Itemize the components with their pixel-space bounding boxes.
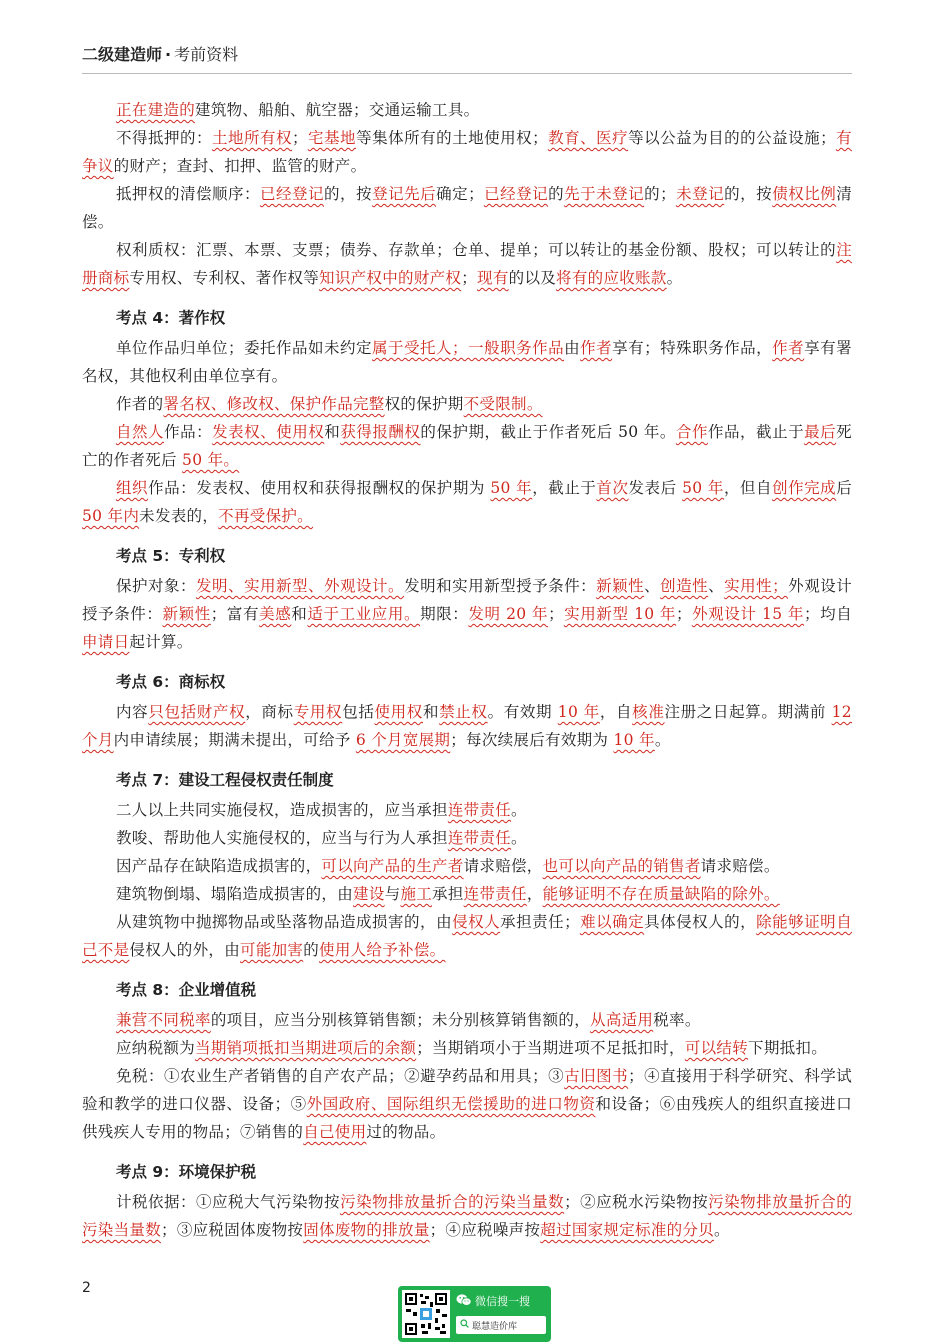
key-term-highlight: 发表权、使用权 bbox=[212, 423, 325, 441]
key-term-highlight: 自然人 bbox=[116, 423, 165, 441]
body-text: 起计算。 bbox=[129, 633, 193, 651]
key-term-highlight: 10 年 bbox=[557, 703, 600, 721]
body-text: 、 bbox=[644, 577, 661, 595]
body-text: 。 bbox=[714, 1221, 730, 1239]
body-text: ， bbox=[526, 885, 543, 903]
body-text: 教唆、帮助他人实施侵权的，应当与行为人承担 bbox=[116, 829, 448, 847]
key-term-highlight: 可以结转 bbox=[684, 1039, 749, 1057]
body-text: ，截止于 bbox=[532, 479, 597, 497]
body-text: 内申请续展；期满未提出，可给予 bbox=[113, 731, 356, 749]
body-text: 专用权、专利权、著作权等 bbox=[129, 269, 320, 287]
paragraph bbox=[82, 908, 852, 964]
key-term-highlight: 可能加害 bbox=[240, 941, 304, 959]
body-text: 确定； bbox=[436, 185, 484, 203]
key-term-highlight: 连带责任 bbox=[447, 829, 512, 847]
key-term-highlight: 污染物排放量折合的污染当量数 bbox=[82, 1193, 853, 1239]
key-term-highlight: 新颖性 bbox=[596, 577, 645, 595]
body-text: 免税：①农业生产者销售的自产农产品；②避孕药品和用具；③ bbox=[116, 1067, 565, 1085]
key-term-highlight: 知识产权中的财产权 bbox=[319, 269, 462, 287]
body-text: ，自 bbox=[599, 703, 633, 721]
body-text: 死亡的作者死后 bbox=[82, 423, 852, 469]
body-text: 作品： bbox=[164, 423, 213, 441]
body-text: 作者的 bbox=[116, 395, 164, 413]
section-heading: 考点 4：著作权 bbox=[116, 309, 226, 327]
paragraph bbox=[82, 180, 852, 236]
body-text: 的，按 bbox=[324, 185, 373, 203]
body-text: 因产品存在缺陷造成损害的， bbox=[116, 857, 322, 875]
paragraph bbox=[82, 1062, 852, 1146]
body-text: 作品：发表权、使用权和获得报酬权的保护期为 bbox=[148, 479, 491, 497]
body-text: 。 bbox=[666, 269, 683, 287]
body-text: 建筑物倒塌、塌陷造成损害的，由 bbox=[116, 885, 354, 903]
key-term-highlight: 50 年 bbox=[682, 479, 724, 497]
section-heading: 考点 8：企业增值税 bbox=[116, 981, 257, 999]
key-term-highlight: 污染物排放量折合的污染当量数 bbox=[340, 1193, 565, 1211]
wechat-search-label: 微信搜一搜 bbox=[475, 1295, 530, 1308]
body-text: 期限： bbox=[420, 605, 469, 623]
body-text: ；③应税固体废物按 bbox=[161, 1221, 304, 1239]
key-term-highlight: 新颖性 bbox=[162, 605, 211, 623]
key-term-highlight: 10 年 bbox=[613, 731, 655, 749]
key-term-highlight: 不再受保护。 bbox=[218, 507, 313, 525]
page-number: 2 bbox=[82, 1280, 91, 1296]
body-text: 发表后 bbox=[628, 479, 683, 497]
body-text: 抵押权的清偿顺序： bbox=[116, 185, 261, 203]
paragraph bbox=[82, 796, 852, 824]
key-term-highlight: 获得报酬权 bbox=[340, 423, 421, 441]
body-text: 发明和实用新型授予条件： bbox=[404, 577, 597, 595]
key-term-highlight: 自己使用 bbox=[303, 1123, 367, 1141]
body-text: ，商标 bbox=[245, 703, 294, 721]
paragraph bbox=[82, 390, 852, 418]
key-term-highlight: 侵权人 bbox=[452, 913, 501, 931]
paragraph bbox=[82, 824, 852, 852]
body-text: 等以公益为目的的公益设施； bbox=[628, 129, 836, 147]
body-text: 作品，截止于 bbox=[707, 423, 805, 441]
body-text: ； bbox=[461, 269, 478, 287]
body-text: ； bbox=[548, 605, 564, 623]
body-text: 权利质权：汇票、本票、支票；债券、存款单；仓单、提单；可以转让的基金份额、股权；可以转让的 bbox=[116, 241, 837, 259]
key-term-highlight: 外观设计 15 年 bbox=[691, 605, 804, 623]
section-heading: 考点 9：环境保护税 bbox=[116, 1163, 257, 1181]
header-subtitle: 考前资料 bbox=[174, 45, 239, 64]
key-term-highlight: 可以向产品的生产者 bbox=[321, 857, 464, 875]
key-term-highlight: 50 年内 bbox=[82, 507, 140, 525]
body-text: 等集体所有的土地使用权； bbox=[356, 129, 548, 147]
key-term-highlight: 最后 bbox=[804, 423, 837, 441]
body-text: ；②应税水污染物按 bbox=[564, 1193, 709, 1211]
key-term-highlight: 宅基地 bbox=[307, 129, 357, 147]
body-text: 下期抵扣。 bbox=[748, 1039, 828, 1057]
body-text: 外观设计授予条件： bbox=[82, 577, 852, 623]
paragraph bbox=[82, 96, 852, 124]
key-term-highlight: 6 个月宽展期 bbox=[355, 731, 451, 749]
body-text: 注册之日起算。期满前 bbox=[664, 703, 832, 721]
body-text: 、 bbox=[708, 577, 725, 595]
key-term-highlight: 连带责任 bbox=[447, 801, 512, 819]
body-text: 从建筑物中抛掷物品或坠落物品造成损害的，由 bbox=[116, 913, 453, 931]
body-text: 包括 bbox=[342, 703, 375, 721]
body-text: 。 bbox=[654, 731, 671, 749]
paragraph bbox=[82, 474, 852, 530]
key-term-highlight: 登记先后 bbox=[372, 185, 437, 203]
body-text: 的； bbox=[644, 185, 676, 203]
key-term-highlight: 兼营不同税率 bbox=[116, 1011, 211, 1029]
body-text: 的 bbox=[303, 941, 320, 959]
key-term-highlight: 禁止权 bbox=[439, 703, 488, 721]
wechat-icon bbox=[456, 1293, 472, 1310]
body-text: 具体侵权人的， bbox=[644, 913, 757, 931]
key-term-highlight: 建设 bbox=[353, 885, 385, 903]
key-term-highlight: 50 年。 bbox=[182, 451, 240, 469]
body-text: 的财产；查封、扣押、监管的财产。 bbox=[113, 157, 367, 175]
section-heading: 考点 5：专利权 bbox=[116, 547, 226, 565]
body-text: 的项目，应当分别核算销售额；未分别核算销售额的， bbox=[210, 1011, 591, 1029]
body-text: 不得抵押的： bbox=[116, 129, 213, 147]
key-term-highlight: 也可以向产品的销售者 bbox=[542, 857, 701, 875]
page-header bbox=[82, 42, 238, 65]
key-term-highlight: 超过国家规定标准的分贝 bbox=[540, 1221, 715, 1239]
body-text: 承担 bbox=[432, 885, 464, 903]
body-text: 单位作品归单位；委托作品如未约定 bbox=[116, 339, 373, 357]
body-text: 。 bbox=[511, 801, 527, 819]
key-term-highlight: 当期销项抵扣当期进项后的余额 bbox=[195, 1039, 417, 1057]
body-text: 建筑物、船舶、航空器；交通运输工具。 bbox=[195, 101, 480, 119]
key-term-highlight: 署名权、修改权、保护作品完整 bbox=[163, 395, 385, 413]
body-text: ；④应税噪声按 bbox=[429, 1221, 541, 1239]
key-term-highlight: 固体废物的排放量 bbox=[303, 1221, 430, 1239]
body-text: 二人以上共同实施侵权，造成损害的，应当承担 bbox=[116, 801, 448, 819]
body-text: 后 bbox=[836, 479, 853, 497]
key-term-highlight: 50 年 bbox=[490, 479, 533, 497]
body-text: 请求赔偿。 bbox=[700, 857, 780, 875]
key-term-highlight: 属于受托人；一般职务作品 bbox=[372, 339, 565, 357]
key-term-highlight: 将有的应收账款 bbox=[556, 269, 667, 287]
body-text: 的，按 bbox=[724, 185, 773, 203]
body-text: 享有；特殊职务作品， bbox=[612, 339, 773, 357]
body-text: 的以及 bbox=[508, 269, 557, 287]
key-term-highlight: 作者 bbox=[580, 339, 613, 357]
key-term-highlight: 专用权 bbox=[293, 703, 343, 721]
key-term-highlight: 申请日 bbox=[82, 633, 130, 651]
key-term-highlight: 合作 bbox=[675, 423, 708, 441]
paragraph bbox=[82, 698, 852, 754]
body-text: 。有效期 bbox=[487, 703, 558, 721]
key-term-highlight: 实用性； bbox=[724, 577, 788, 595]
body-text: 。 bbox=[511, 829, 527, 847]
body-text: ；富有 bbox=[210, 605, 260, 623]
section-heading: 考点 6：商标权 bbox=[116, 673, 226, 691]
body-text: ，但自 bbox=[723, 479, 773, 497]
paragraph bbox=[82, 1188, 852, 1244]
body-text: 承担责任； bbox=[500, 913, 580, 931]
header-divider bbox=[82, 73, 852, 74]
body-text: 权的保护期 bbox=[384, 395, 464, 413]
paragraph bbox=[82, 124, 852, 180]
key-term-highlight: 先于未登记 bbox=[564, 185, 645, 203]
body-text: ； bbox=[292, 129, 308, 147]
key-term-highlight: 注册商标 bbox=[82, 241, 852, 287]
paragraph bbox=[82, 880, 852, 908]
key-term-highlight: 能够证明不存在质量缺陷的除外。 bbox=[542, 885, 780, 903]
key-term-highlight: 已经登记 bbox=[483, 185, 549, 203]
key-term-highlight: 连带责任 bbox=[463, 885, 527, 903]
key-term-highlight: 有争议 bbox=[82, 129, 852, 175]
key-term-highlight: 难以确定 bbox=[579, 913, 645, 931]
key-term-highlight: 适于工业应用。 bbox=[307, 605, 421, 623]
key-term-highlight: 未登记 bbox=[675, 185, 725, 203]
body-text: 与 bbox=[384, 885, 401, 903]
key-term-highlight: 发明 20 年 bbox=[468, 605, 549, 623]
key-term-highlight: 古旧图书 bbox=[564, 1067, 629, 1085]
paragraph bbox=[82, 1034, 852, 1062]
body-text: ；当期销项小于当期进项不足抵扣时， bbox=[416, 1039, 685, 1057]
body-text: 清偿。 bbox=[82, 185, 853, 231]
body-text: ；均自 bbox=[804, 605, 852, 623]
body-text: 应纳税额为 bbox=[116, 1039, 196, 1057]
key-term-highlight: 组织 bbox=[116, 479, 149, 497]
paragraph bbox=[82, 572, 852, 656]
key-term-highlight: 作者 bbox=[772, 339, 805, 357]
key-term-highlight: 外国政府、国际组织无偿援助的进口物资 bbox=[306, 1095, 596, 1113]
key-term-highlight: 核准 bbox=[632, 703, 665, 721]
body-text: ；每次续展后有效期为 bbox=[450, 731, 614, 749]
body-text: 由 bbox=[564, 339, 581, 357]
key-term-highlight: 使用权 bbox=[374, 703, 423, 721]
key-term-highlight: 创作完成 bbox=[772, 479, 837, 497]
key-term-highlight: 已经登记 bbox=[260, 185, 325, 203]
body-text: 税率。 bbox=[653, 1011, 701, 1029]
key-term-highlight: 只包括财产权 bbox=[148, 703, 246, 721]
key-term-highlight: 教育、医疗 bbox=[547, 129, 629, 147]
body-text: ；④直接用于科学研究、科学试验和教学的进口仪器、设备；⑤ bbox=[82, 1067, 853, 1113]
body-text: 的 bbox=[548, 185, 565, 203]
search-icon bbox=[460, 1319, 469, 1331]
key-term-highlight: 实用新型 10 年 bbox=[563, 605, 677, 623]
document-body bbox=[82, 96, 852, 1244]
body-text: ； bbox=[676, 605, 692, 623]
key-term-highlight: 首次 bbox=[596, 479, 629, 497]
key-term-highlight: 创造性 bbox=[660, 577, 709, 595]
search-query: 聪慧造价库 bbox=[472, 1321, 518, 1332]
paragraph bbox=[82, 1006, 852, 1034]
body-text: 和 bbox=[291, 605, 308, 623]
key-term-highlight: 土地所有权 bbox=[212, 129, 293, 147]
body-text: 侵权人的外，由 bbox=[129, 941, 241, 959]
body-text: 请求赔偿， bbox=[463, 857, 543, 875]
key-term-highlight: 债权比例 bbox=[772, 185, 837, 203]
key-term-highlight: 现有 bbox=[477, 269, 509, 287]
wechat-search-box[interactable] bbox=[456, 1316, 546, 1334]
wechat-search-banner[interactable] bbox=[398, 1286, 551, 1342]
body-text: 和 bbox=[324, 423, 341, 441]
paragraph bbox=[82, 334, 852, 390]
paragraph bbox=[82, 418, 852, 474]
key-term-highlight: 使用人给予补偿。 bbox=[319, 941, 446, 959]
paragraph bbox=[82, 236, 852, 292]
header-separator: · bbox=[165, 45, 172, 64]
body-text: 过的物品。 bbox=[366, 1123, 446, 1141]
body-text: 计税依据：①应税大气污染物按 bbox=[116, 1193, 341, 1211]
qr-code-icon bbox=[402, 1290, 450, 1338]
body-text: 保护对象： bbox=[116, 577, 197, 595]
section-heading: 考点 7：建设工程侵权责任制度 bbox=[116, 771, 334, 789]
key-term-highlight: 美感 bbox=[259, 605, 292, 623]
key-term-highlight: 正在建造的 bbox=[116, 101, 196, 119]
body-text: 内容 bbox=[116, 703, 149, 721]
body-text: 和设备；⑥由残疾人的组织直接进口供残疾人专用的物品；⑦销售的 bbox=[82, 1095, 852, 1141]
key-term-highlight: 施工 bbox=[400, 885, 433, 903]
key-term-highlight: 从高适用 bbox=[590, 1011, 654, 1029]
key-term-highlight: 除能够证明自己不是 bbox=[82, 913, 852, 959]
body-text: 和 bbox=[422, 703, 440, 721]
key-term-highlight: 不受限制。 bbox=[463, 395, 543, 413]
body-text: 未发表的， bbox=[139, 507, 219, 525]
key-term-highlight: 发明、实用新型、外观设计。 bbox=[196, 577, 405, 595]
header-title: 二级建造师 bbox=[82, 45, 163, 64]
body-text: 享有署名权，其他权利由单位享有。 bbox=[82, 339, 852, 385]
key-term-highlight: 12 个月 bbox=[82, 703, 852, 749]
paragraph bbox=[82, 852, 852, 880]
body-text: 的保护期，截止于作者死后 50 年。 bbox=[420, 423, 676, 441]
